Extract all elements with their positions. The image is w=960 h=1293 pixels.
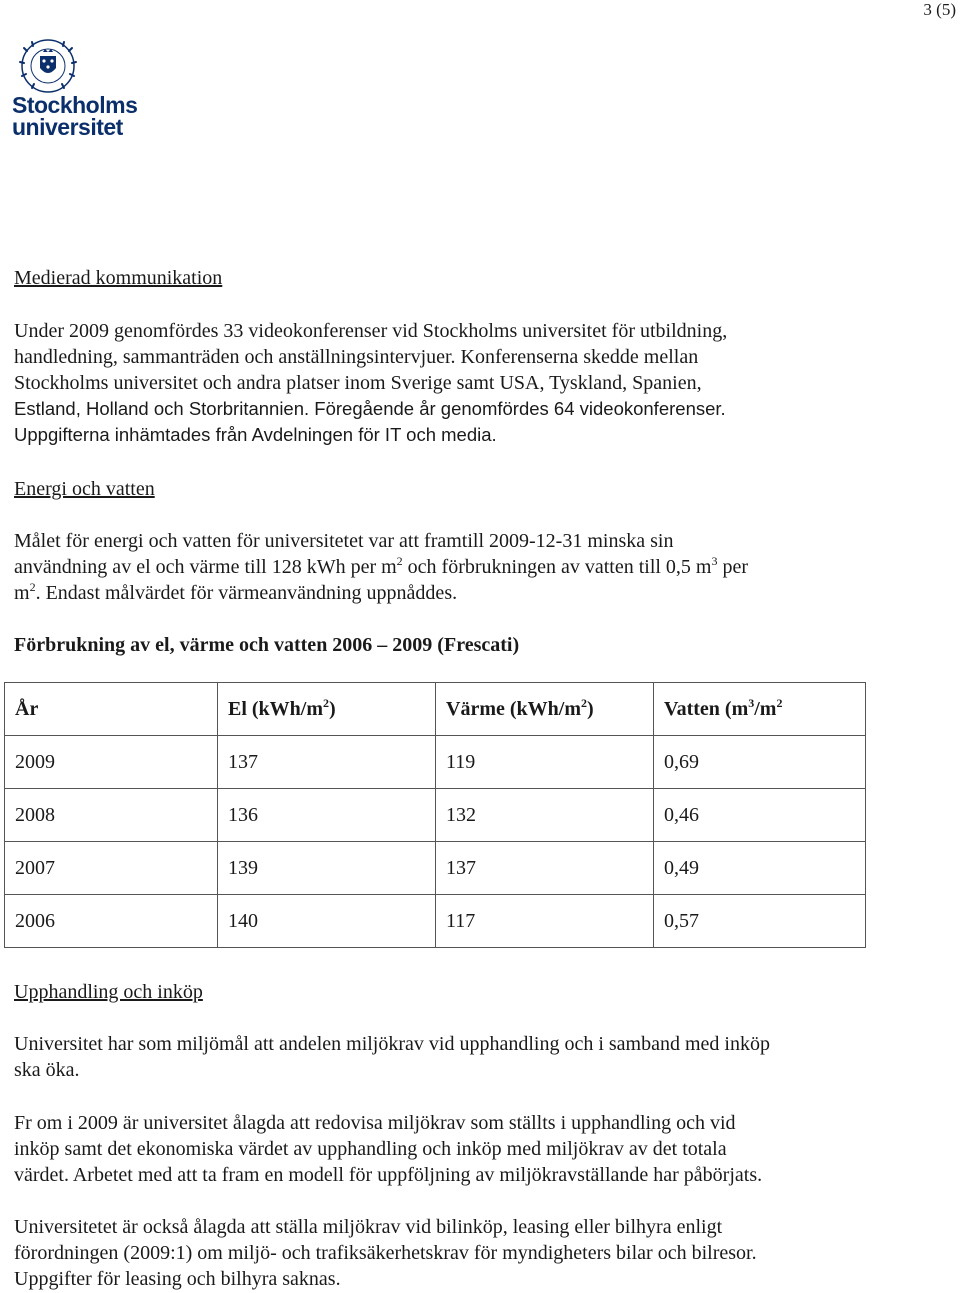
table-cell: 136 (218, 789, 436, 842)
table-cell: 2008 (5, 789, 218, 842)
table-row (5, 736, 866, 789)
logo-text-line1: Stockholms (12, 92, 138, 118)
paragraph-line: Uppgifterna inhämtades från Avdelningen för IT och media. (14, 424, 497, 445)
table-cell: 0,49 (654, 842, 866, 895)
paragraph-line: handledning, sammanträden och anställningsintervjuer. Konferenserna skedde mellan (14, 346, 699, 368)
table-cell: 132 (436, 789, 654, 842)
paragraph-line: Målet för energi och vatten för universitetet var att framtill 2009-12-31 minska sin (14, 530, 674, 552)
section-heading-energi: Energi och vatten (14, 478, 155, 500)
page-number: 3 (5) (923, 0, 956, 19)
paragraph-line: ska öka. (14, 1059, 80, 1081)
header-cell-varme: Värme $(kWh/m^2)$ (436, 683, 654, 736)
table-row (5, 895, 866, 948)
paragraph-line: Universitetet är också ålagda att ställa miljökrav vid bilinköp, leasing eller bilhyra enligt (14, 1216, 723, 1238)
header-cell-el: El $(kWh/m^2)$ (218, 683, 436, 736)
consumption-table (4, 682, 866, 948)
table-row (5, 842, 866, 895)
logo-text-line2: universitet (12, 114, 123, 140)
paragraph-line: förordningen (2009:1) om miljö- och trafiksäkerhetskrav för myndigheters bilar och bilresor. (14, 1242, 757, 1264)
paragraph-line: värdet. Arbetet med att ta fram en modell för uppföljning av miljökravställande har påbörjats. (14, 1164, 763, 1186)
table-row (5, 789, 866, 842)
table-cell: 0,57 (654, 895, 866, 948)
table-cell: 2006 (5, 895, 218, 948)
university-logo (12, 38, 142, 138)
section-heading-medierad: Medierad kommunikation (14, 267, 223, 289)
table-cell: 137 (218, 736, 436, 789)
table-cell: 2009 (5, 736, 218, 789)
paragraph-line: Under 2009 genomfördes 33 videokonferenser vid Stockholms universitet för utbildning, (14, 320, 728, 342)
table-cell: 2007 (5, 842, 218, 895)
table-cell: 140 (218, 895, 436, 948)
table-cell: 119 (436, 736, 654, 789)
paragraph-line: $m^2$. Endast målvärdet för värmeanvändning uppnåddes. (14, 580, 458, 604)
header-cell-year: År (5, 683, 218, 736)
seal-icon (12, 38, 84, 94)
header-cell-vatten: Vatten ($m^3/m^2$ (654, 683, 866, 736)
paragraph-line: Estland, Holland och Storbritannien. Föregående år genomfördes 64 videokonferenser. (14, 398, 726, 419)
paragraph-line: Stockholms universitet och andra platser inom Sverige samt USA, Tyskland, Spanien, (14, 372, 702, 394)
paragraph-line: Universitet har som miljömål att andelen miljökrav vid upphandling och i samband med inköp (14, 1033, 770, 1055)
table-cell: 0,69 (654, 736, 866, 789)
table-cell: 139 (218, 842, 436, 895)
table-cell: 137 (436, 842, 654, 895)
paragraph-line: Fr om i 2009 är universitet ålagda att redovisa miljökrav som ställts i upphandling och vid (14, 1112, 736, 1134)
table-cell: 117 (436, 895, 654, 948)
section-heading-upphandling: Upphandling och inköp (14, 981, 203, 1003)
paragraph-line: inköp samt det ekonomiska värdet av upphandling och inköp med miljökrav av det totala (14, 1138, 727, 1160)
paragraph-line: Uppgifter för leasing och bilhyra saknas. (14, 1268, 341, 1290)
table-title: Förbrukning av el, värme och vatten 2006 – 2009 (Frescati) (14, 634, 520, 656)
paragraph-line: användning av el och värme till 128 kWh per $m^2$ och förbrukningen av vatten till 0,5 $m^3$ per (14, 554, 749, 578)
table-cell: 0,46 (654, 789, 866, 842)
table-header-row (5, 683, 866, 736)
